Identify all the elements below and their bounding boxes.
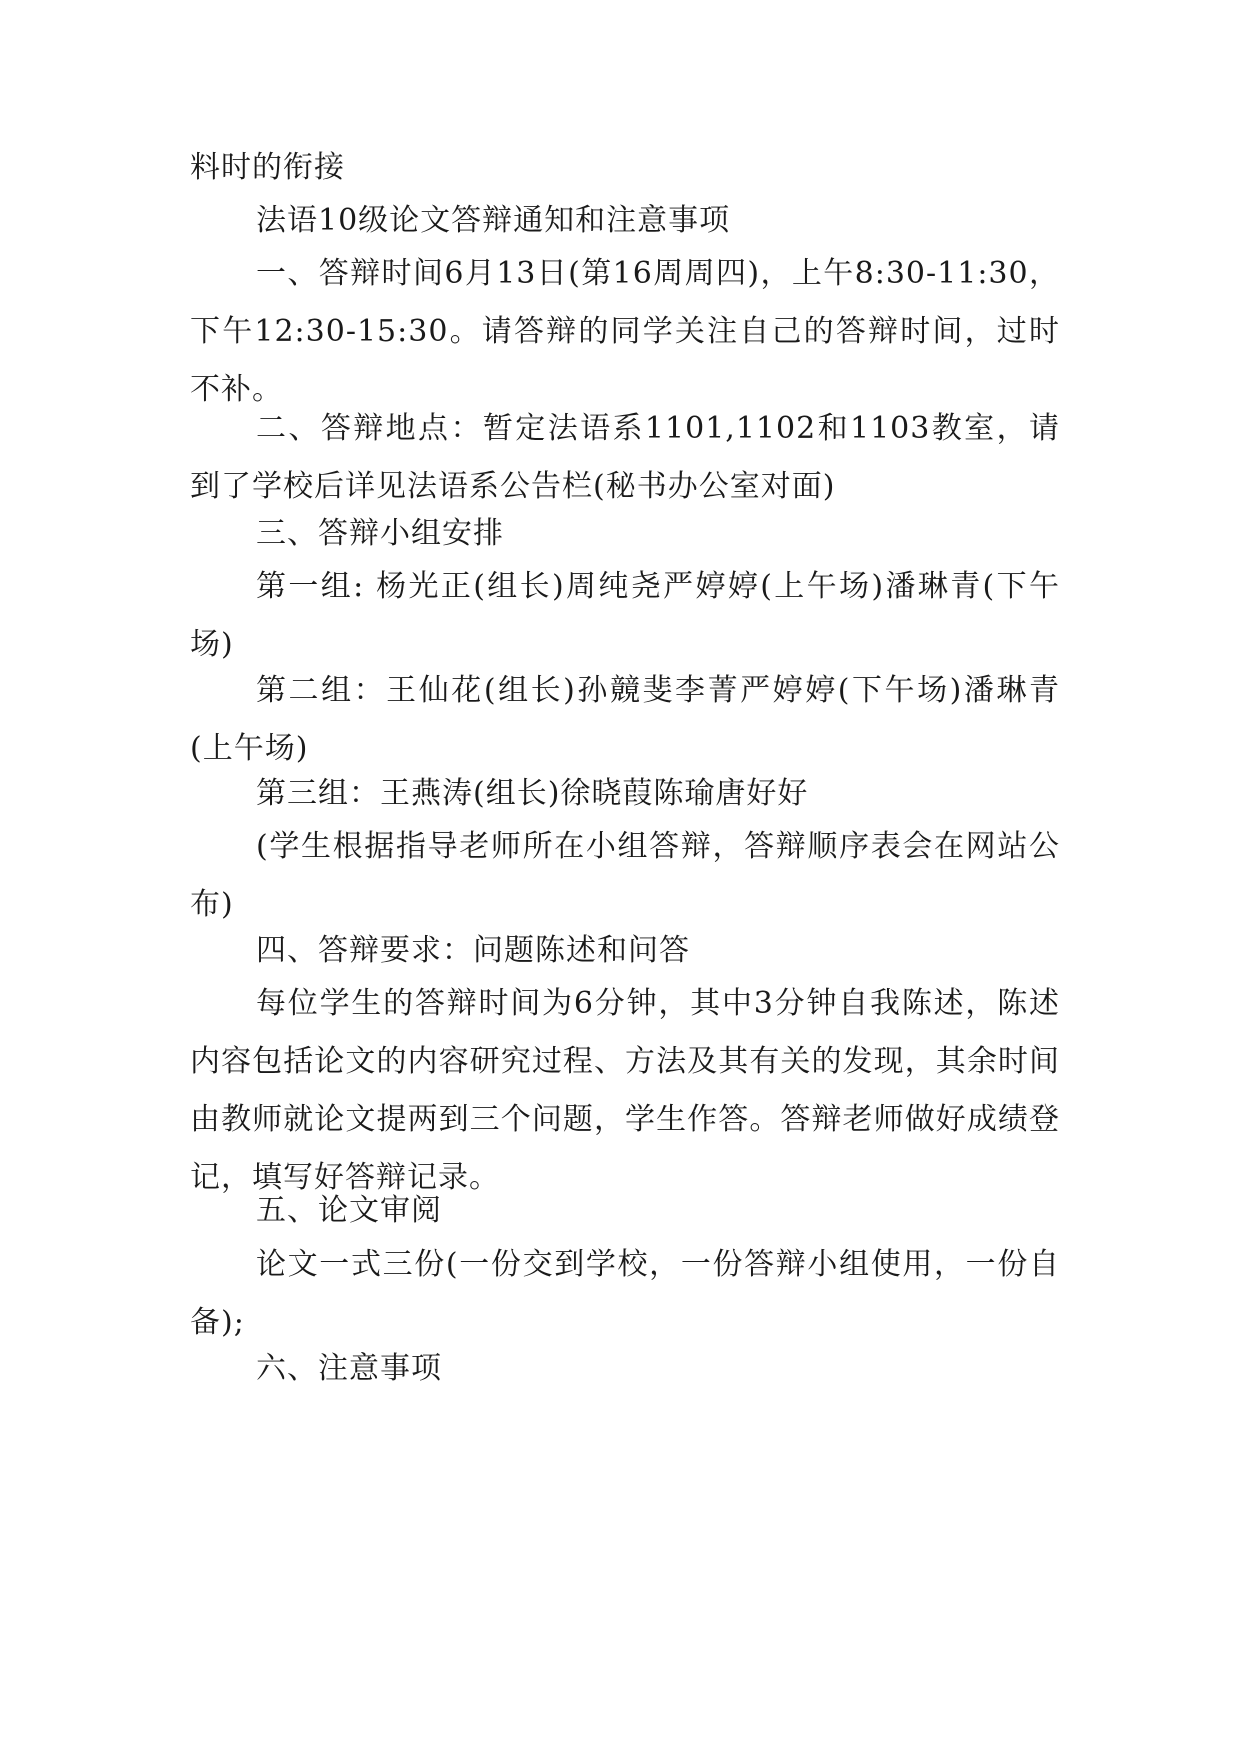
group-two: 第二组：王仙花(组长)孙竸斐李菁严婷婷(下午场)潘琳青(上午场)	[190, 673, 1060, 766]
group-note: (学生根据指导老师所在小组答辩，答辩顺序表会在网站公布)	[190, 829, 1060, 922]
section-requirements-heading: 四、答辩要求：问题陈述和问答	[256, 933, 690, 968]
section-location: 二、答辩地点：暂定法语系1101,1102和1103教室，请到了学校后详见法语系公告栏(秘书办公室对面)	[190, 411, 1060, 504]
section-time: 一、答辩时间6月13日(第16周周四)，上午8:30-11:30，下午12:30-15:30。请答辩的同学关注自己的答辩时间，过时不补。	[190, 256, 1060, 407]
section-requirements-body: 每位学生的答辩时间为6分钟，其中3分钟自我陈述，陈述内容包括论文的内容研究过程、方法及其有关的发现，其余时间由教师就论文提两到三个问题，学生作答。答辩老师做好成绩登记，填写好答辩记录。	[190, 986, 1060, 1195]
section-groups-heading: 三、答辩小组安排	[256, 516, 504, 551]
group-three: 第三组：王燕涛(组长)徐晓葭陈瑜唐好好	[256, 776, 809, 811]
section-notes-heading: 六、注意事项	[256, 1351, 442, 1386]
document-title: 法语10级论文答辩通知和注意事项	[256, 203, 731, 238]
paragraph-continuation: 料时的衔接	[190, 150, 345, 185]
group-one: 第一组: 杨光正(组长)周纯尧严婷婷(上午场)潘琳青(下午场)	[190, 569, 1060, 662]
section-review-body: 论文一式三份(一份交到学校，一份答辩小组使用，一份自备);	[190, 1247, 1060, 1340]
section-review-heading: 五、论文审阅	[256, 1193, 442, 1228]
